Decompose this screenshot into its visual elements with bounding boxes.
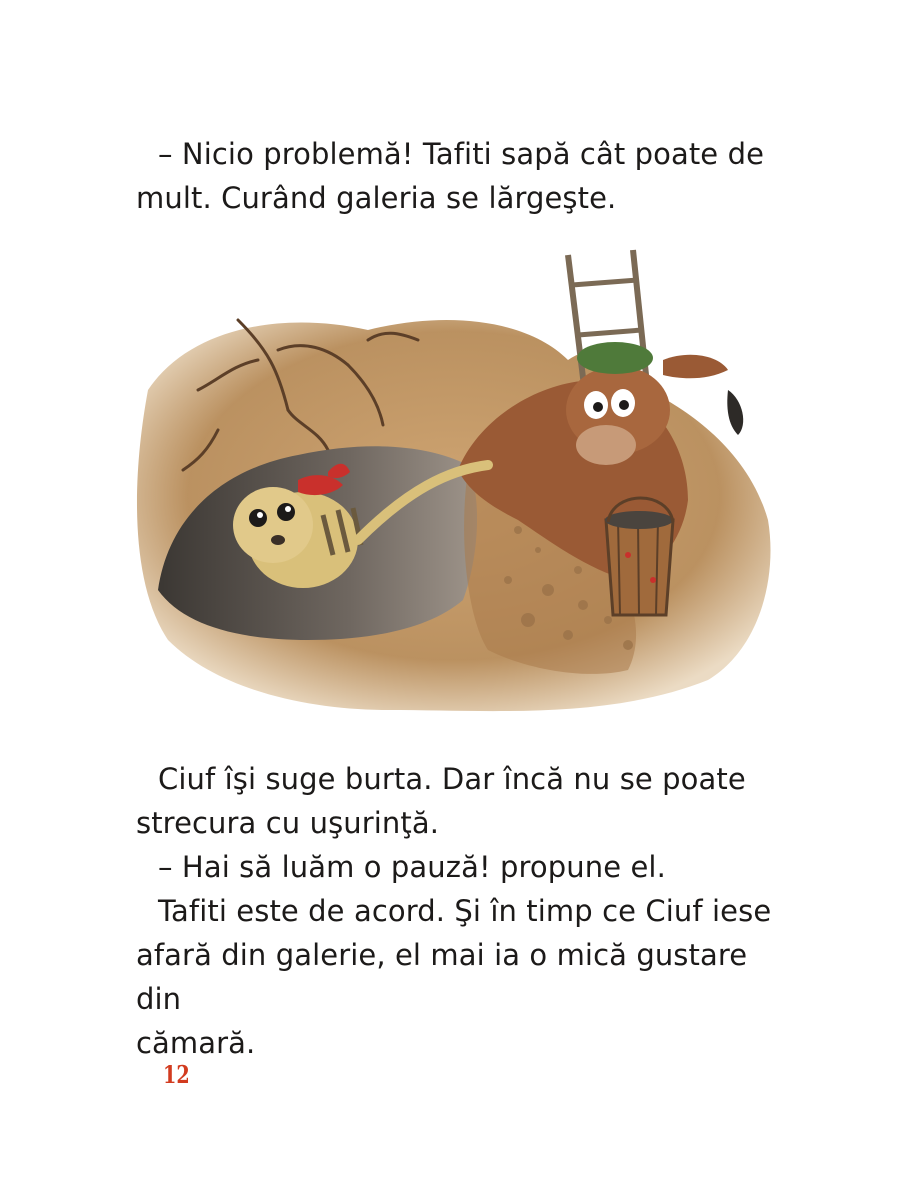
paragraph-4-line-3: cămară. (136, 1026, 256, 1060)
paragraph-4 (136, 889, 776, 1065)
paragraph-1 (136, 132, 776, 220)
page-number: 12 (163, 1060, 190, 1089)
burrow-illustration-icon (128, 240, 784, 740)
bottom-text (136, 757, 776, 1065)
paragraph-2-line-1: Ciuf îşi suge burta. Dar încă nu se poate (158, 762, 746, 796)
paragraph-3 (136, 845, 776, 889)
paragraph-3-line-1: – Hai să luăm o pauză! propune el. (158, 850, 666, 884)
paragraph-1-line-1: – Nicio problemă! Tafiti sapă cât poate de (158, 137, 765, 171)
paragraph-4-line-2: afară din galerie, el mai ia o mică gustare din (136, 938, 748, 1016)
paragraph-1-line-2: mult. Curând galeria se lărgeşte. (136, 181, 617, 215)
paragraph-2-line-2: strecura cu uşurinţă. (136, 806, 440, 840)
paragraph-2 (136, 757, 776, 845)
top-text (136, 132, 776, 220)
paragraph-4-line-1: Tafiti este de acord. Şi în timp ce Ciuf iese (158, 894, 772, 928)
